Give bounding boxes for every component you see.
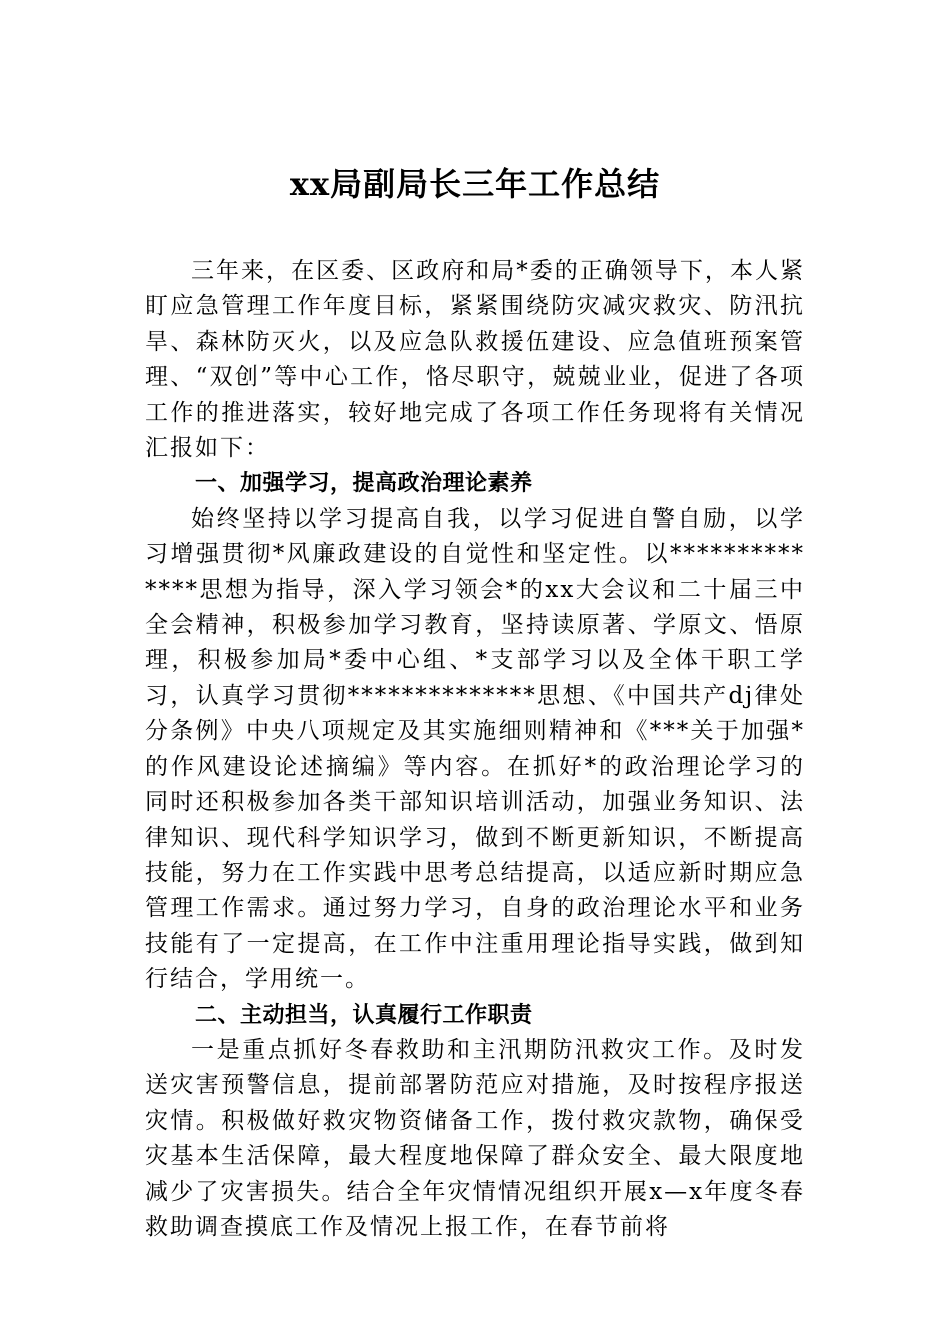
section-2-paragraph: 一是重点抓好冬春救助和主汛期防汛救灾工作。及时发送灾害预警信息，提前部署防范应对措施，及时按程序报送灾情。积极做好救灾物资储备工作，拨付救灾款物，确保受灾基本生活保障，最大程度地保障了群众安全、最大限度地减少了灾害损失。结合全年灾情情况组织开展x—x年度冬春救助调查摸底工作及情况上报工作，在春节前将 (145, 1036, 805, 1240)
section-heading-2: 二、主动担当，认真履行工作职责 (195, 1002, 533, 1028)
document-title: xx局副局长三年工作总结 (289, 165, 661, 203)
document-body (145, 254, 805, 1245)
intro-paragraph: 三年来，在区委、区政府和局*委的正确领导下，本人紧盯应急管理工作年度目标，紧紧围绕防灾减灾救灾、防汛抗旱、森林防灭火，以及应急队救援伍建设、应急值班预案管理、“双创”等中心工作，恪尽职守，兢兢业业，促进了各项工作的推进落实，较好地完成了各项工作任务现将有关情况汇报如下： (145, 258, 805, 462)
section-heading-1: 一、加强学习，提高政治理论素养 (195, 471, 533, 497)
section-1-paragraph: 始终坚持以学习提高自我，以学习促进自警自励，以学习增强贯彻*风廉政建设的自觉性和坚定性。以**************思想为指导，深入学习领会*的xx大会议和二十届三中全会精神，积极参加学习教育，坚持读原著、学原文、悟原理，积极参加局*委中心组、*支部学习以及全体干职工学习，认真学习贯彻**************思想、《中国共产dj律处分条例》中央八项规定及其实施细则精神和《***关于加强*的作风建设论述摘编》等内容。在抓好*的政治理论学习的同时还积极参加各类干部知识培训活动，加强业务知识、法律知识、现代科学知识学习，做到不断更新知识，不断提高技能，努力在工作实践中思考总结提高，以适应新时期应急管理工作需求。通过努力学习，自身的政治理论水平和业务技能有了一定提高，在工作中注重用理论指导实践，做到知行结合，学用统一。 (145, 505, 805, 993)
